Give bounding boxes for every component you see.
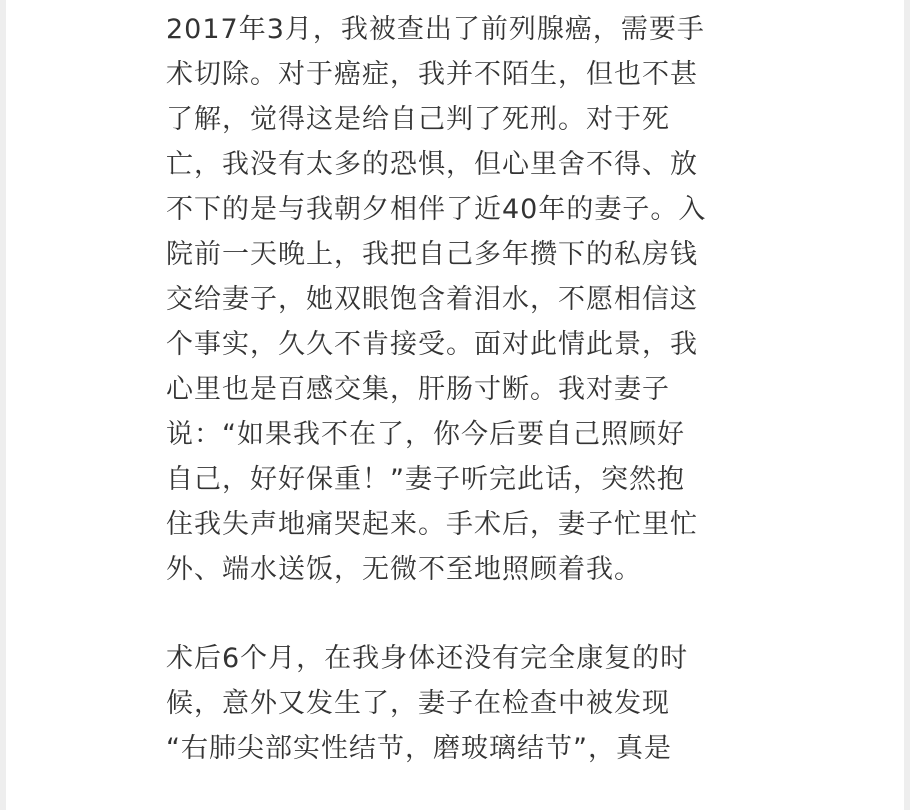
left-margin-bar (0, 0, 6, 810)
text-line: 2017年3月，我被查出了前列腺癌，需要手 (166, 14, 705, 45)
right-margin-bar (904, 0, 910, 810)
text-line: 说：“如果我不在了，你今后要自己照顾好 (166, 419, 685, 450)
paragraph-1 (166, 7, 766, 592)
text-line: 住我失声地痛哭起来。手术后，妻子忙里忙 (166, 509, 698, 540)
text-line: 不下的是与我朝夕相伴了近40年的妻子。入 (166, 194, 707, 225)
text-line: 个事实，久久不肯接受。面对此情此景，我 (166, 329, 698, 360)
text-line: 交给妻子，她双眼饱含着泪水，不愿相信这 (166, 284, 698, 315)
text-line: 院前一天晚上，我把自己多年攒下的私房钱 (166, 239, 698, 270)
article-body (166, 7, 766, 771)
paragraph-spacer (166, 592, 766, 636)
text-line: 了解，觉得这是给自己判了死刑。对于死 (166, 104, 670, 135)
text-line: 心里也是百感交集，肝肠寸断。我对妻子 (166, 374, 670, 405)
text-line: 自己，好好保重！”妻子听完此话，突然抱 (166, 464, 685, 495)
paragraph-2 (166, 636, 766, 771)
text-line: 术后6个月，在我身体还没有完全康复的时 (166, 643, 689, 674)
text-line: 候，意外又发生了，妻子在检查中被发现 (166, 688, 670, 719)
text-line: “右肺尖部实性结节，磨玻璃结节”，真是 (166, 733, 672, 764)
text-line: 亡，我没有太多的恐惧，但心里舍不得、放 (166, 149, 698, 180)
text-line: 外、端水送饭，无微不至地照顾着我。 (166, 554, 642, 585)
text-line: 术切除。对于癌症，我并不陌生，但也不甚 (166, 59, 698, 90)
